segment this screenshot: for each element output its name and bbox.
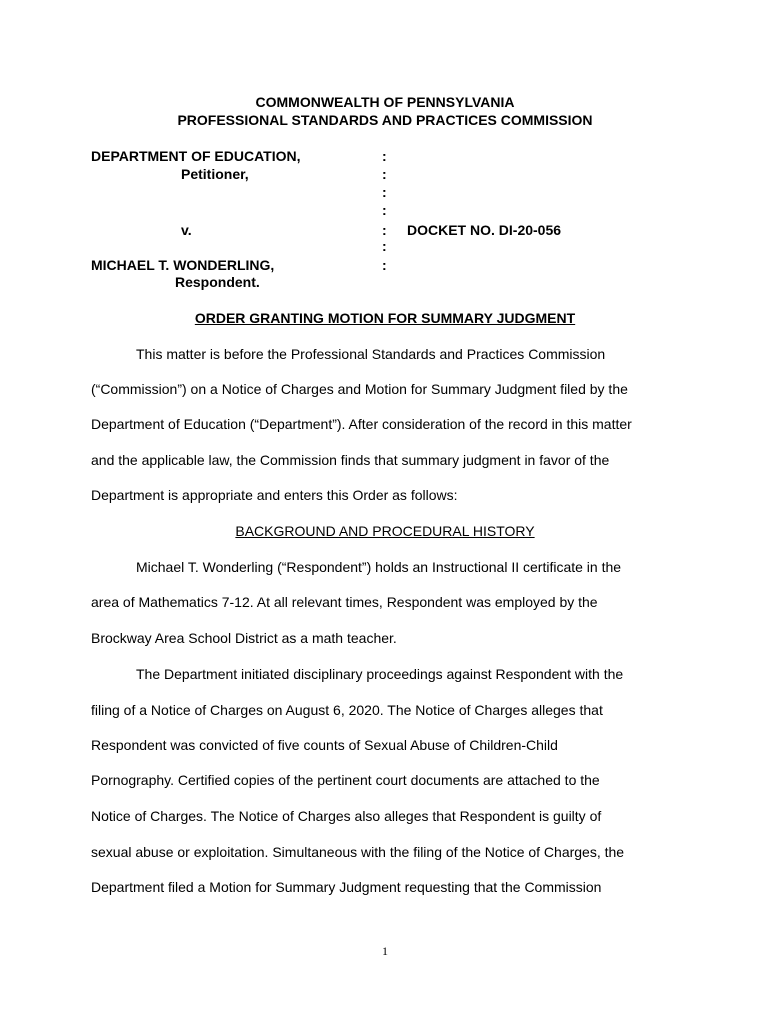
caption-colon: :	[382, 257, 387, 273]
body-line: (“Commission”) on a Notice of Charges and Motion for Summary Judgment filed by the	[91, 381, 628, 397]
body-line: This matter is before the Professional Standards and Practices Commission	[136, 346, 606, 362]
body-line: The Department initiated disciplinary proceedings against Respondent with the	[136, 666, 624, 682]
section-heading: BACKGROUND AND PROCEDURAL HISTORY	[235, 523, 535, 539]
caption-colon: :	[382, 202, 387, 218]
body-line: Department filed a Motion for Summary Judgment requesting that the Commission	[91, 879, 602, 895]
docket-number: DOCKET NO. DI-20-056	[407, 222, 562, 238]
body-line: Michael T. Wonderling (“Respondent”) holds an Instructional II certificate in the	[136, 559, 622, 575]
caption-versus: v.	[181, 222, 192, 238]
body-line: Department of Education (“Department”). After consideration of the record in this matter	[91, 416, 632, 432]
body-line: filing of a Notice of Charges on August 6, 2020. The Notice of Charges alleges that	[91, 702, 603, 718]
caption-colon: :	[382, 148, 387, 164]
page-number: 1	[382, 944, 388, 958]
caption-petitioner-role: Petitioner,	[181, 166, 249, 182]
body-line: Notice of Charges. The Notice of Charges also alleges that Respondent is guilty of	[91, 808, 602, 824]
body-line: sexual abuse or exploitation. Simultaneous with the filing of the Notice of Charges, the	[91, 844, 625, 860]
caption-petitioner-name: DEPARTMENT OF EDUCATION,	[91, 148, 301, 164]
body-line: Pornography. Certified copies of the pertinent court documents are attached to the	[91, 772, 600, 788]
body-line: and the applicable law, the Commission finds that summary judgment in favor of the	[91, 452, 610, 468]
caption-respondent-name: MICHAEL T. WONDERLING,	[91, 257, 275, 273]
body-line: Brockway Area School District as a math teacher.	[91, 630, 397, 646]
caption-colon: :	[382, 166, 387, 182]
caption-colon: :	[382, 184, 387, 200]
header-commission: PROFESSIONAL STANDARDS AND PRACTICES COMMISSION	[177, 112, 593, 128]
body-line: area of Mathematics 7-12. At all relevant times, Respondent was employed by the	[91, 594, 598, 610]
body-line: Respondent was convicted of five counts of Sexual Abuse of Children-Child	[91, 737, 558, 753]
caption-colon: :	[382, 238, 387, 254]
body-line: Department is appropriate and enters this Order as follows:	[91, 487, 458, 503]
order-title: ORDER GRANTING MOTION FOR SUMMARY JUDGMENT	[194, 310, 576, 326]
caption-respondent-role: Respondent.	[175, 274, 260, 290]
caption-colon: :	[382, 222, 387, 238]
header-commonwealth: COMMONWEALTH OF PENNSYLVANIA	[255, 94, 515, 110]
